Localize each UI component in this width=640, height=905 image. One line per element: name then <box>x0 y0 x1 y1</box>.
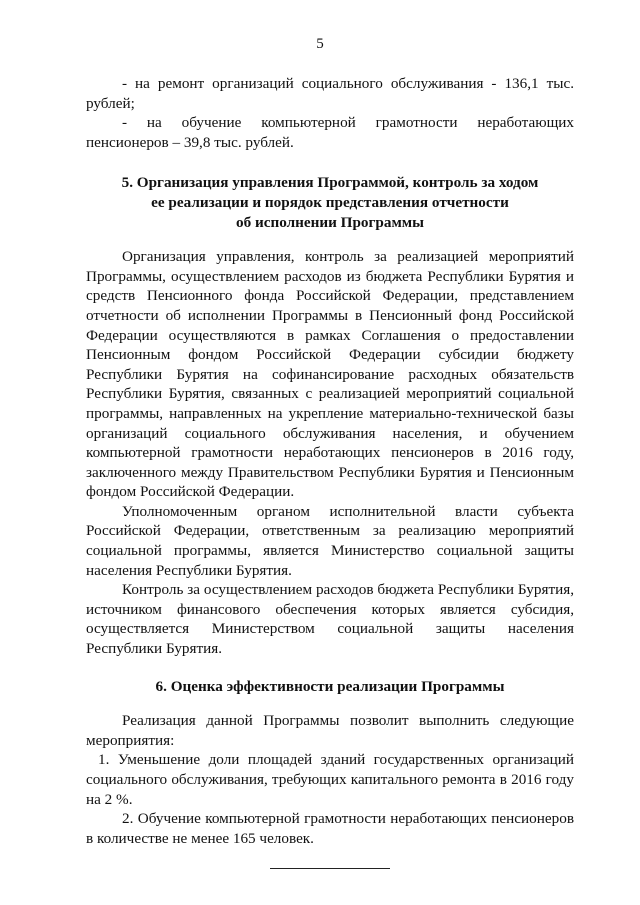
section6-item: 2. Обучение компьютерной грамотности неработающих пенсионеров в количестве не менее 165 человек. <box>86 810 574 847</box>
section5-title <box>86 173 574 232</box>
section5-title-line: об исполнении Программы <box>235 213 425 231</box>
section6-title: 6. Оценка эффективности реализации Программы <box>155 677 505 695</box>
section5-title-line: ее реализации и порядок представления отчетности <box>151 193 509 211</box>
section6-intro: Реализация данной Программы позволит выполнить следующие мероприятия: <box>86 712 574 749</box>
section5-title-line: 5. Организация управления Программой, контроль за ходом <box>121 174 539 192</box>
page-content <box>86 74 574 869</box>
intro-item-repair: - на ремонт организаций социального обслуживания - 136,1 тыс. рублей; <box>86 75 574 112</box>
end-divider <box>270 868 390 869</box>
page-number: 5 <box>316 36 324 52</box>
section6-item: 1. Уменьшение доли площадей зданий государственных организаций социального обслуживания, требующих капитального ремонта в 2016 году на 2 %. <box>86 751 574 808</box>
section5-paragraph: Уполномоченным органом исполнительной власти субъекта Российской Федерации, ответственным за реализацию мероприятий социальной программы, является Министерство социальной защиты населения Республики Бурятия. <box>86 502 574 579</box>
intro-item-training: - на обучение компьютерной грамотности неработающих пенсионеров – 39,8 тыс. рублей. <box>86 114 574 151</box>
section5-paragraph: Контроль за осуществлением расходов бюджета Республики Бурятия, источником финансового обеспечения которых является субсидия, осуществляется Министерством социальной защиты населения Республики Бурятия. <box>86 581 574 658</box>
section5-paragraph: Организация управления, контроль за реализацией мероприятий Программы, осуществлением расходов из бюджета Республики Бурятия и средств Пенсионного фонда Российской Федерации, представлением отчетности об исполнении Программы в Пенсионный фонд Российской Федерации осуществляются в рамках Соглашения о предоставлении Пенсионным фондом Российской Федерации субсидии бюджету Республики Бурятия на софинансирование расходных обязательств Республики Бурятия, связанных с реализацией мероприятий социальной программы, направленных на укрепление материально-технической базы организаций социального обслуживания населения, и обучением компьютерной грамотности неработающих пенсионеров в 2016 году, заключенного между Правительством Республики Бурятия и Пенсионным фондом Российской Федерации. <box>86 248 574 501</box>
